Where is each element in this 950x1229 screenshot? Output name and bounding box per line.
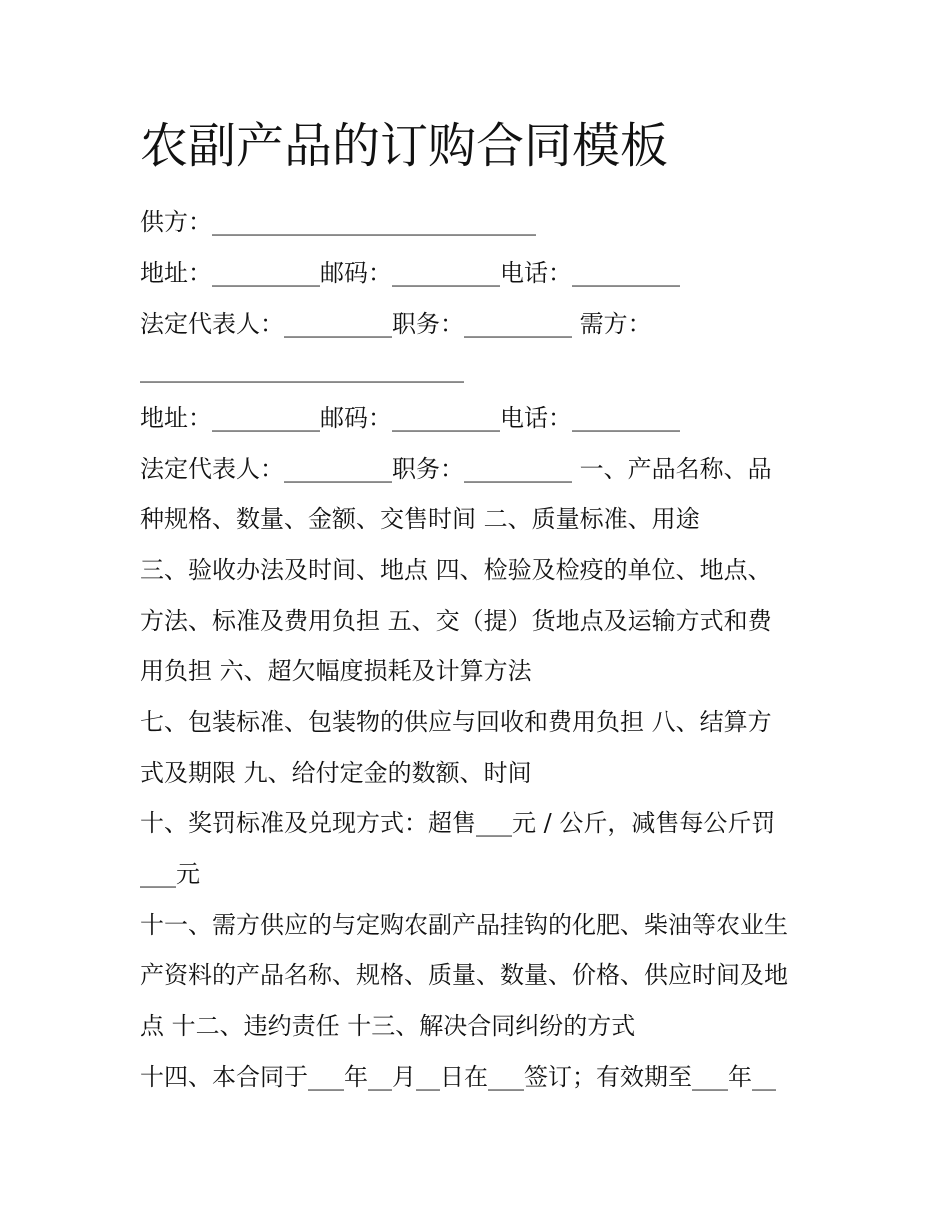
clause-text-line: 十四、本合同于___年__月__日在___签订；有效期至___年__ [140,1063,776,1091]
supplier-address-line: 地址：_________邮码：_________电话：_________ [140,259,680,287]
clause-text-line: 产资料的产品名称、规格、质量、数量、价格、供应时间及地 [140,961,788,989]
clause-text-line: 式及期限 九、给付定金的数额、时间 [140,759,532,787]
clause-text-line: 点 十二、违约责任 十三、解决合同纠纷的方式 [140,1012,636,1040]
buyer-blank-line: ___________________________ [140,355,464,383]
clause-text-line: 用负担 六、超欠幅度损耗及计算方法 [140,657,532,685]
supplier-line: 供方：___________________________ [140,208,536,236]
clause-text-line: 方法、标准及费用负担 五、交（提）货地点及运输方式和费 [140,607,772,635]
supplier-representative-line: 法定代表人：_________职务：_________ 需方： [140,310,652,338]
buyer-representative-line: 法定代表人：_________职务：_________ 一、产品名称、品 [140,455,772,483]
buyer-address-line: 地址：_________邮码：_________电话：_________ [140,404,680,432]
clause-text-line: 三、验收办法及时间、地点 四、检验及检疫的单位、地点、 [140,556,772,584]
clause-text-line: 十一、需方供应的与定购农副产品挂钩的化肥、柴油等农业生 [140,911,788,939]
clause-text-line: 十、奖罚标准及兑现方式：超售___元 / 公斤，减售每公斤罚 [140,809,776,837]
clause-text-line: 七、包装标准、包装物的供应与回收和费用负担 八、结算方 [140,708,772,736]
clause-text-line: ___元 [140,860,200,888]
clause-text-line: 种规格、数量、金额、交售时间 二、质量标准、用途 [140,505,700,533]
document-title: 农副产品的订购合同模板 [140,118,669,174]
